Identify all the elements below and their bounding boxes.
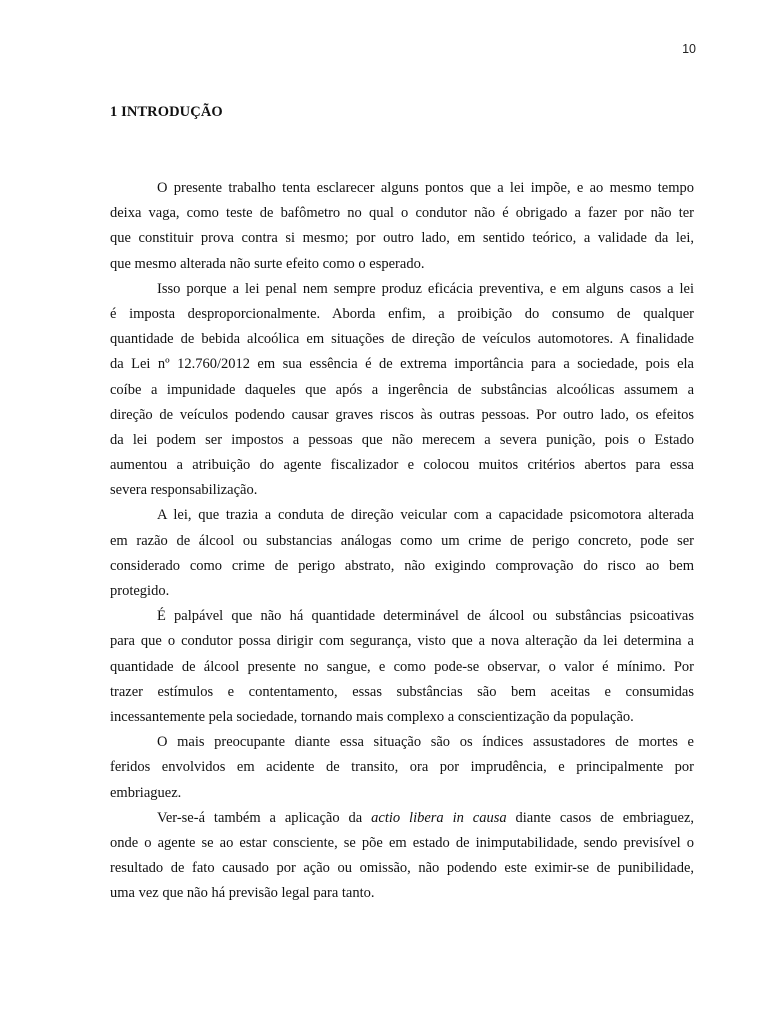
paragraph-6: [110, 806, 694, 907]
text-line: O mais preocupante diante essa situação são os índices assustadores de mortes e: [157, 734, 694, 751]
text-line: severa responsabilização.: [110, 482, 258, 499]
text-line: deixa vaga, como teste de bafômetro no qual o condutor não é obrigado a fazer por não ter: [110, 205, 694, 222]
text-line: coíbe a impunidade daqueles que após a ingerência de substâncias alcoólicas assumem a: [110, 381, 694, 398]
text-line: quantidade de álcool presente no sangue, e como pode-se observar, o valor é mínimo. Por: [110, 658, 694, 675]
text-line: feridos envolvidos em acidente de transito, ora por imprudência, e principalmente por: [110, 759, 694, 776]
text-line: considerado como crime de perigo abstrato, não exigindo comprovação do risco ao bem: [110, 557, 694, 574]
text-line: é imposta desproporcionalmente. Aborda enfim, a proibição do consumo de qualquer: [110, 305, 694, 322]
paragraph-3: [110, 503, 694, 604]
text-line: onde o agente se ao estar consciente, se põe em estado de inimputabilidade, sendo previsível o: [110, 834, 694, 851]
paragraph-4: [110, 604, 694, 730]
text-line: resultado de fato causado por ação ou omissão, não podendo este eximir-se de punibilidade,: [110, 860, 694, 877]
text-line: A lei, que trazia a conduta de direção veicular com a capacidade psicomotora alterada: [157, 507, 694, 524]
text-line: quantidade de bebida alcoólica em situações de direção de veículos automotores. A finalidade: [110, 331, 694, 348]
text-line: para que o condutor possa dirigir com segurança, visto que a nova alteração da lei determina a: [110, 633, 694, 650]
text-line: da Lei nº 12.760/2012 em sua essência é de extrema importância para a sociedade, pois ela: [110, 356, 694, 373]
paragraph-1: [110, 176, 694, 277]
text-line: em razão de álcool ou substancias análogas como um crime de perigo concreto, pode ser: [110, 532, 694, 549]
text-line: embriaguez.: [110, 784, 182, 801]
paragraph-5: [110, 730, 694, 806]
text-line: que constituir prova contra si mesmo; por outro lado, em sentido teórico, a validade da lei,: [110, 230, 694, 247]
text-line: incessantemente pela sociedade, tornando mais complexo a conscientização da população.: [110, 708, 634, 725]
text-line: uma vez que não há previsão legal para tanto.: [110, 885, 375, 902]
text-line: direção de veículos podendo causar graves riscos às outras pessoas. Por outro lado, os efeitos: [110, 406, 694, 423]
text-line: O presente trabalho tenta esclarecer alguns pontos que a lei impõe, e ao mesmo tempo: [157, 180, 694, 196]
text-line: trazer estímulos e contentamento, essas substâncias são bem aceitas e consumidas: [110, 683, 694, 700]
text-line: [110, 806, 694, 831]
text-line: da lei podem ser impostos a pessoas que não merecem a severa punição, pois o Estado: [110, 431, 694, 448]
text-line: protegido.: [110, 583, 170, 599]
latin-term: actio libera in causa: [371, 809, 507, 826]
body-text: [110, 176, 694, 906]
paragraph-2: [110, 277, 694, 504]
text-line: Isso porque a lei penal nem sempre produz eficácia preventiva, e em alguns casos a lei: [157, 280, 694, 297]
text-line: É palpável que não há quantidade determinável de álcool ou substâncias psicoativas: [157, 608, 694, 625]
section-heading: 1 INTRODUÇÃO: [110, 104, 223, 120]
text-line: aumentou a atribuição do agente fiscalizador e colocou muitos critérios abertos para essa: [110, 457, 694, 474]
text-segment: diante casos de embriaguez,: [515, 809, 694, 826]
page-number: 10: [682, 42, 696, 56]
text-segment: Ver-se-á também a aplicação da: [157, 809, 363, 826]
text-line: que mesmo alterada não surte efeito como o esperado.: [110, 255, 425, 272]
